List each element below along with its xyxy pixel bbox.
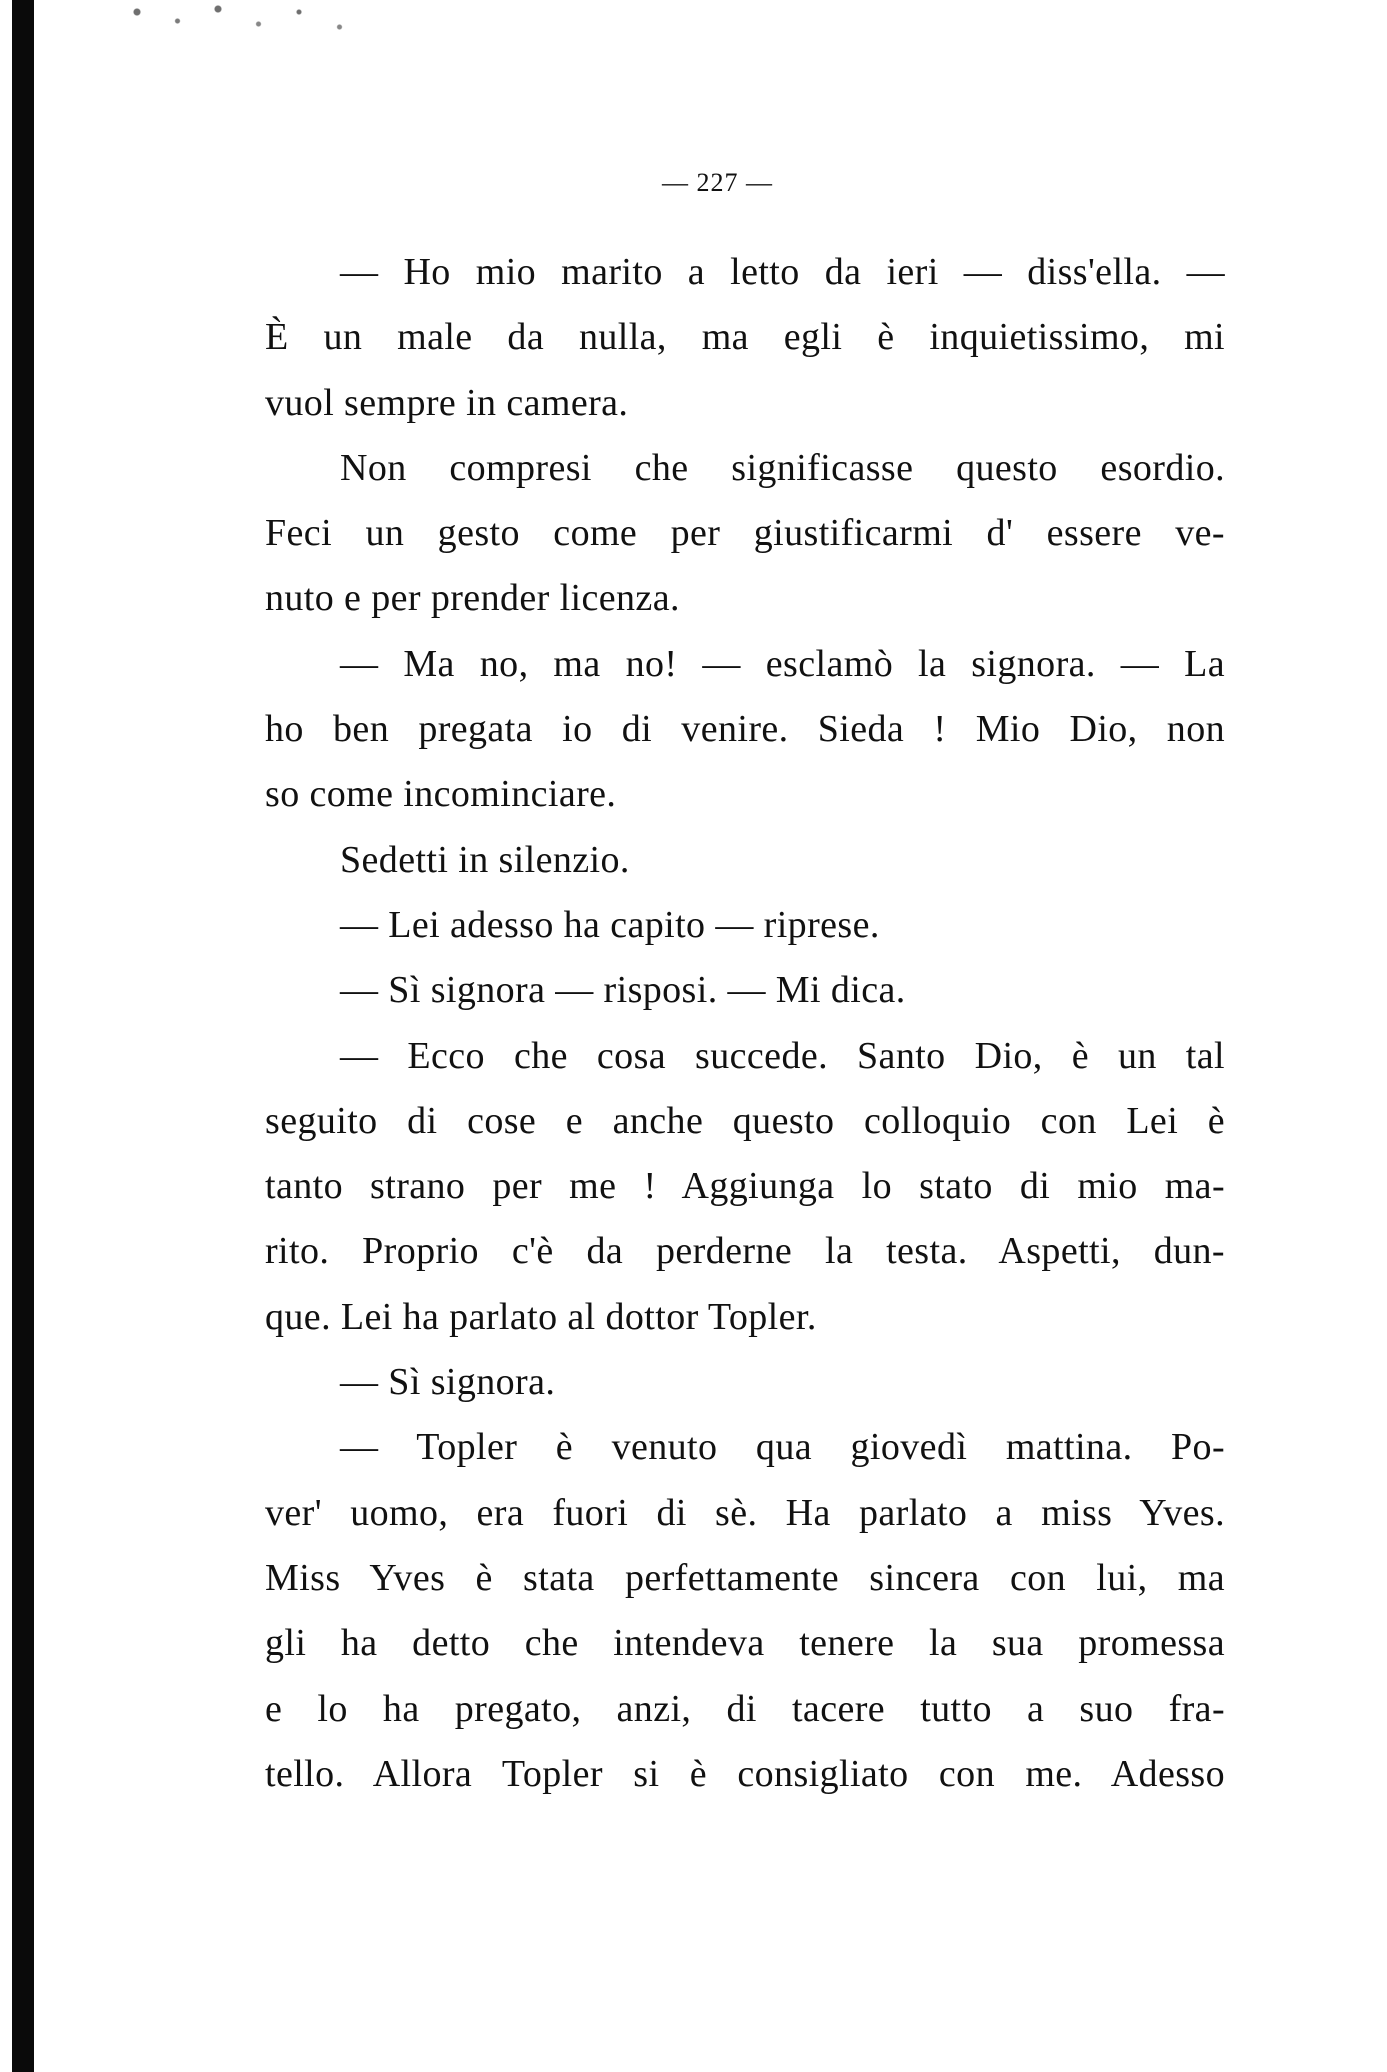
- text-line: ho ben pregata io di venire. Sieda ! Mio Dio, non: [265, 708, 1225, 751]
- text-line: gli ha detto che intendeva tenere la sua promessa: [265, 1622, 1225, 1665]
- text-line: e lo ha pregato, anzi, di tacere tutto a suo fra-: [265, 1687, 1225, 1730]
- text-line: — Ecco che cosa succede. Santo Dio, è un tal: [340, 1034, 1225, 1077]
- text-line: — Topler è venuto qua giovedì mattina. Po-: [340, 1426, 1225, 1469]
- text-line: que. Lei ha parlato al dottor Topler.: [265, 1295, 817, 1338]
- body-text: [265, 240, 1225, 1807]
- text-line: Non compresi che significasse questo esordio.: [340, 446, 1225, 489]
- page-number: — 227 —: [662, 168, 773, 197]
- scan-noise: [110, 0, 380, 60]
- text-line: — Sì signora — risposi. — Mi dica.: [340, 969, 906, 1012]
- text-line: so come incominciare.: [265, 773, 617, 816]
- text-line: tanto strano per me ! Aggiunga lo stato di mio ma-: [265, 1165, 1225, 1208]
- text-line: È un male da nulla, ma egli è inquietissimo, mi: [265, 316, 1225, 359]
- text-line: — Sì signora.: [340, 1361, 556, 1404]
- text-line: Miss Yves è stata perfettamente sincera con lui, ma: [265, 1556, 1225, 1599]
- text-line: Sedetti in silenzio.: [340, 838, 630, 881]
- text-line: tello. Allora Topler si è consigliato con me. Adesso: [265, 1752, 1225, 1795]
- text-line: — Ho mio marito a letto da ieri — diss'ella. —: [340, 251, 1225, 293]
- text-line: vuol sempre in camera.: [265, 381, 629, 424]
- text-line: — Ma no, ma no! — esclamò la signora. — La: [340, 642, 1225, 685]
- text-line: nuto e per prender licenza.: [265, 577, 680, 620]
- text-line: — Lei adesso ha capito — riprese.: [340, 903, 880, 946]
- binding-edge: [12, 0, 34, 2072]
- text-line: Feci un gesto come per giustificarmi d' essere ve-: [265, 512, 1225, 555]
- text-line: ver' uomo, era fuori di sè. Ha parlato a miss Yves.: [265, 1491, 1225, 1534]
- text-line: seguito di cose e anche questo colloquio con Lei è: [265, 1099, 1225, 1142]
- text-line: rito. Proprio c'è da perderne la testa. Aspetti, dun-: [265, 1230, 1225, 1273]
